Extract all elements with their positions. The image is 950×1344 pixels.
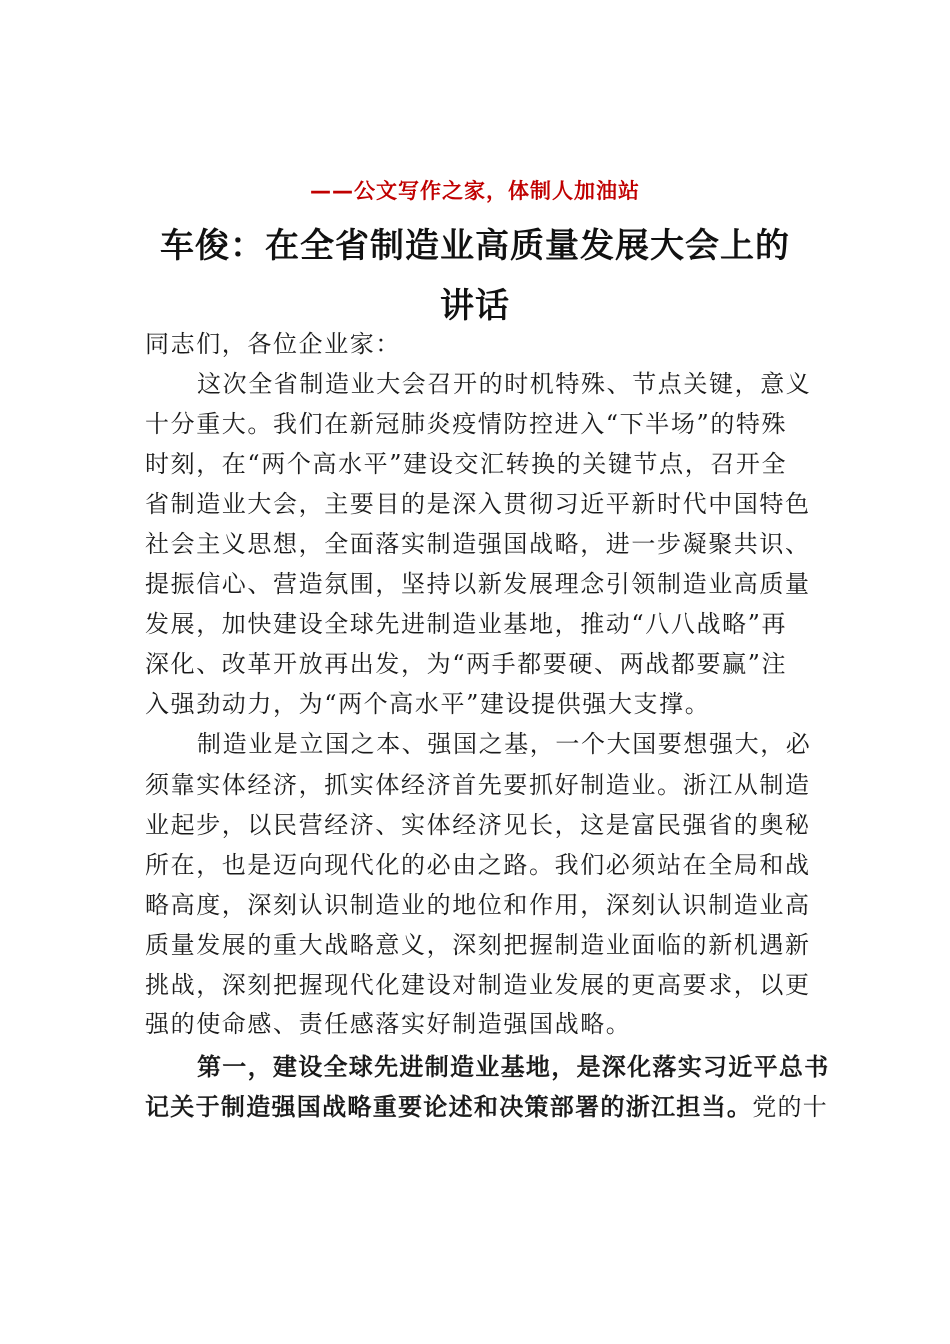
salutation: 同志们，各位企业家：: [145, 330, 401, 358]
body-line: 业起步，以民营经济、实体经济见长，这是富民强省的奥秘: [145, 811, 811, 839]
body-line: 强的使命感、责任感落实好制造强国战略。: [145, 1010, 632, 1038]
body-line: 十分重大。我们在新冠肺炎疫情防控进入“下半场”的特殊: [145, 410, 788, 438]
bold-heading-text: 记关于制造强国战略重要论述和决策部署的浙江担当。: [145, 1093, 753, 1121]
body-line: 入强劲动力，为“两个高水平”建设提供强大支撑。: [145, 690, 711, 718]
body-line: 社会主义思想，全面落实制造强国战略，进一步凝聚共识、: [145, 530, 811, 558]
body-line: 这次全省制造业大会召开的时机特殊、节点关键，意义: [197, 370, 812, 398]
bold-heading-line-2: [145, 1092, 828, 1122]
body-line: 制造业是立国之本、强国之基，一个大国要想强大，必: [197, 730, 812, 758]
body-line: 须靠实体经济，抓实体经济首先要抓好制造业。浙江从制造: [145, 771, 811, 799]
document-title-line-2: 讲话: [440, 286, 510, 326]
body-line: 质量发展的重大战略意义，深刻把握制造业面临的新机遇新: [145, 931, 811, 959]
body-line: 深化、改革开放再出发，为“两手都要硬、两战都要赢”注: [145, 650, 788, 678]
header-tagline: ——公文写作之家，体制人加油站: [310, 179, 640, 203]
body-line: 所在，也是迈向现代化的必由之路。我们必须站在全局和战: [145, 851, 811, 879]
document-title-line-1: 车俊：在全省制造业高质量发展大会上的: [160, 226, 790, 266]
body-line: 省制造业大会，主要目的是深入贯彻习近平新时代中国特色: [145, 490, 811, 518]
body-line: 时刻，在“两个高水平”建设交汇转换的关键节点，召开全: [145, 450, 788, 478]
body-line: 提振信心、营造氛围，坚持以新发展理念引领制造业高质量: [145, 570, 811, 598]
body-line: 略高度，深刻认识制造业的地位和作用，深刻认识制造业高: [145, 891, 811, 919]
bold-heading-line-1: 第一，建设全球先进制造业基地，是深化落实习近平总书: [197, 1053, 830, 1081]
body-line: 发展，加快建设全球先进制造业基地，推动“八八战略”再: [145, 610, 788, 638]
body-line: 挑战，深刻把握现代化建设对制造业发展的更高要求，以更: [145, 971, 811, 999]
body-tail-text: 党的十: [752, 1093, 829, 1121]
